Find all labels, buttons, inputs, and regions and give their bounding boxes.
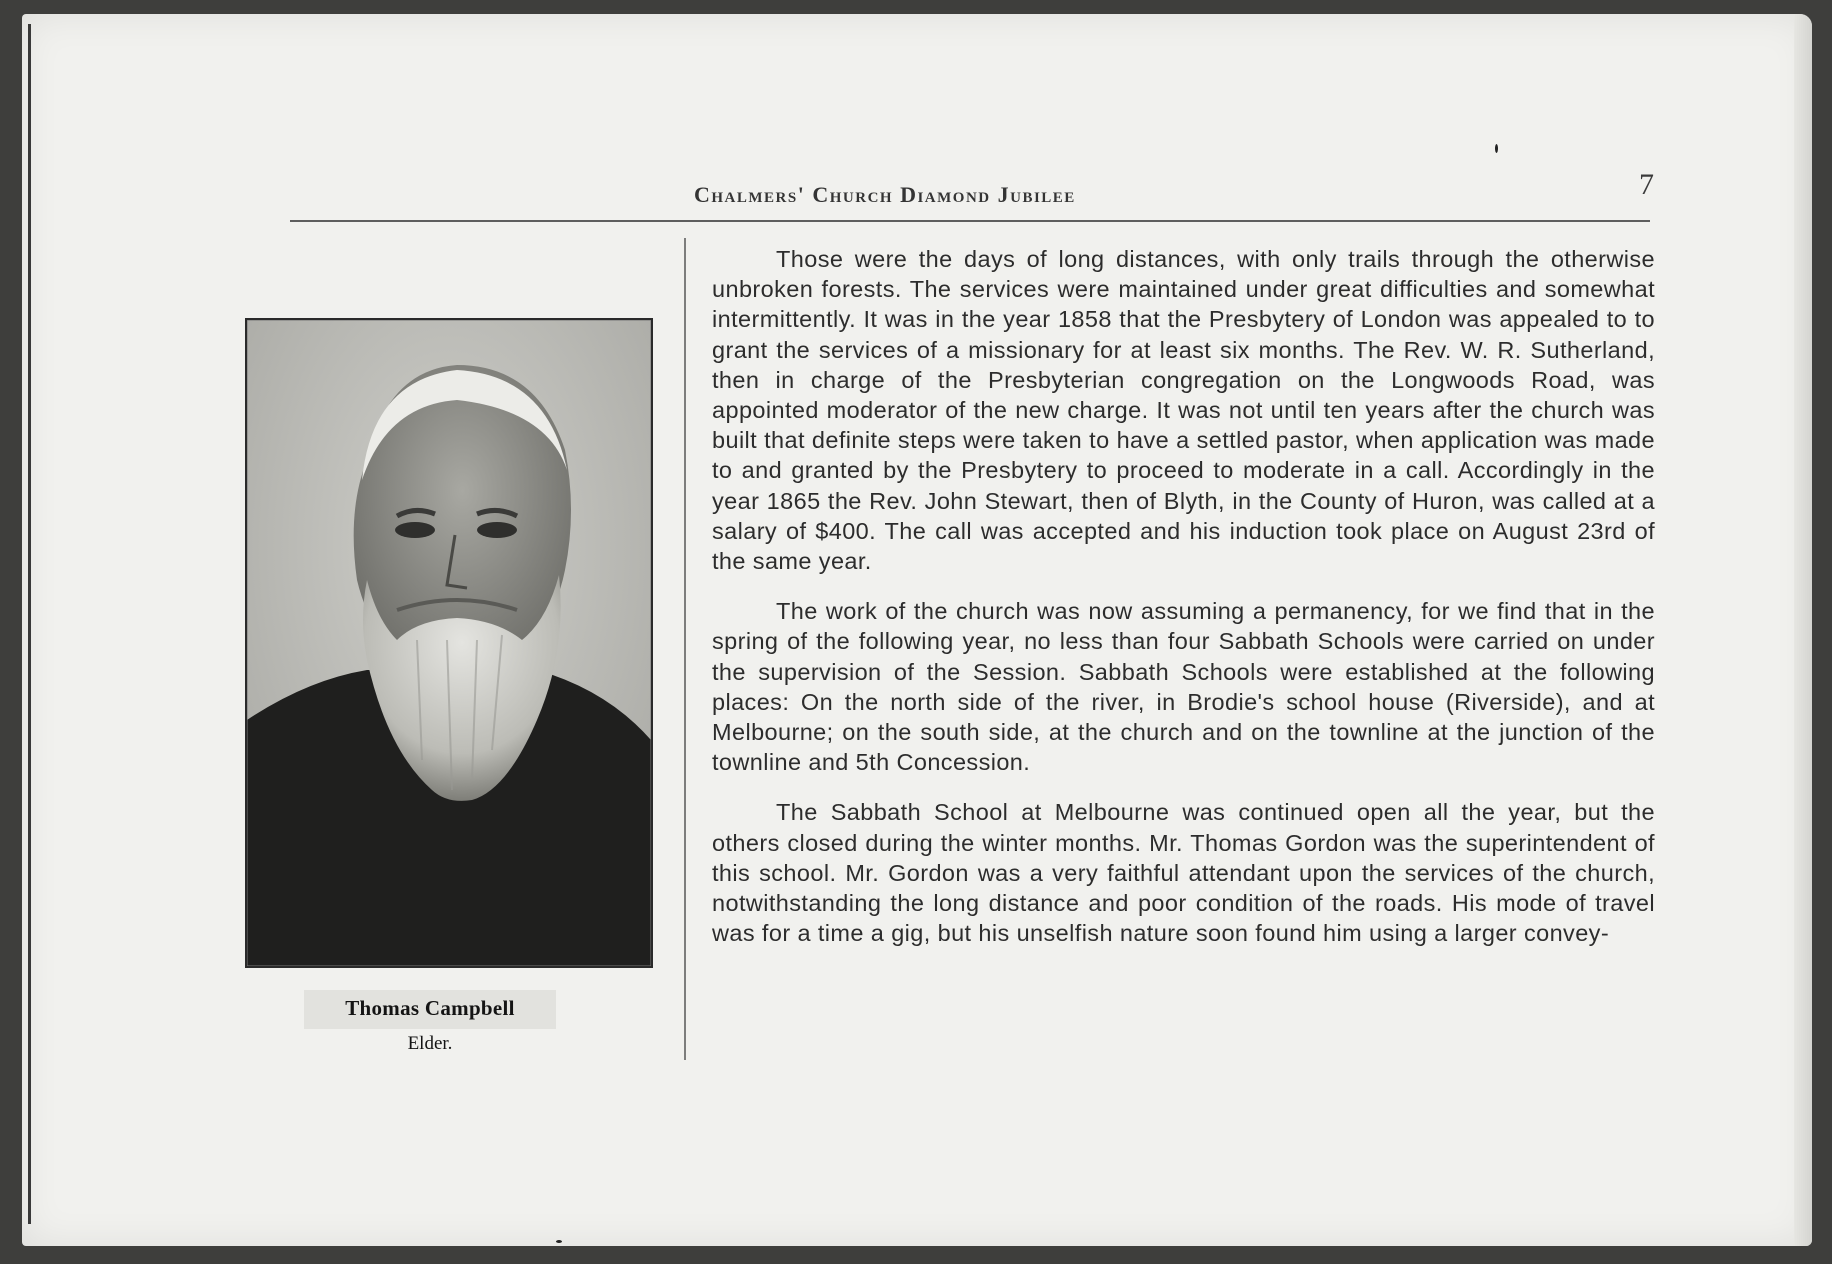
paragraph-2: The work of the church was now assuming a permanency, for we find that in the spring of the following year, no less than four Sabbath Schools were carried on under the supervision of the Session. Sabbath Schools were established at the following places: On the north side of the river, in Brodie's school house (Riverside), and at Melbourne; on the south side, at the church and on the townline at the junction of the townline and 5th Concession.	[712, 598, 1655, 776]
paragraph-1: Those were the days of long distances, with only trails through the otherwise unbroken forests. The services were maintained under great difficulties and somewhat intermittently. It was in the year 1858 that the Presbytery of London was appealed to to grant the services of a missionary for at least six months. The Rev. W. R. Sutherland, then in charge of the Presbyterian congregation on the Longwoods Road, was appointed moderator of the new charge. It was not until ten years after the church was built that definite steps were taken to have a settled pastor, when application was made to and granted by the Presbytery to proceed to moderate in a call. Accordingly in the year 1865 the Rev. John Stewart, then of Blyth, in the County of Huron, was called at a salary of $400. The call was accepted and his induction took place on August 23rd of the same year.	[712, 246, 1655, 575]
paragraph-3: The Sabbath School at Melbourne was continued open all the year, but the others closed during the winter months. Mr. Thomas Gordon was the superintendent of this school. Mr. Gordon was a very faithful attendant upon the services of the church, notwithstanding the long distance and poor condition of the roads. His mode of travel was for a time a gig, but his unselfish nature soon found him using a larger convey-	[712, 799, 1655, 947]
caption-title: Elder.	[407, 1033, 453, 1054]
portrait-image	[247, 320, 651, 966]
page-header	[694, 168, 1654, 210]
page-edge	[1794, 14, 1812, 1246]
header-rule	[290, 220, 1650, 222]
scan-speck	[1495, 144, 1498, 153]
scan-speck	[556, 1240, 562, 1243]
running-head: Chalmers' Church Diamond Jubilee	[694, 182, 1076, 207]
portrait-photo	[245, 318, 653, 968]
binding-edge	[28, 24, 31, 1224]
caption-name: Thomas Campbell	[304, 990, 556, 1029]
article-body	[712, 244, 1655, 968]
portrait-caption	[304, 990, 556, 1055]
column-divider	[684, 238, 686, 1060]
page-number: 7	[1639, 168, 1654, 201]
